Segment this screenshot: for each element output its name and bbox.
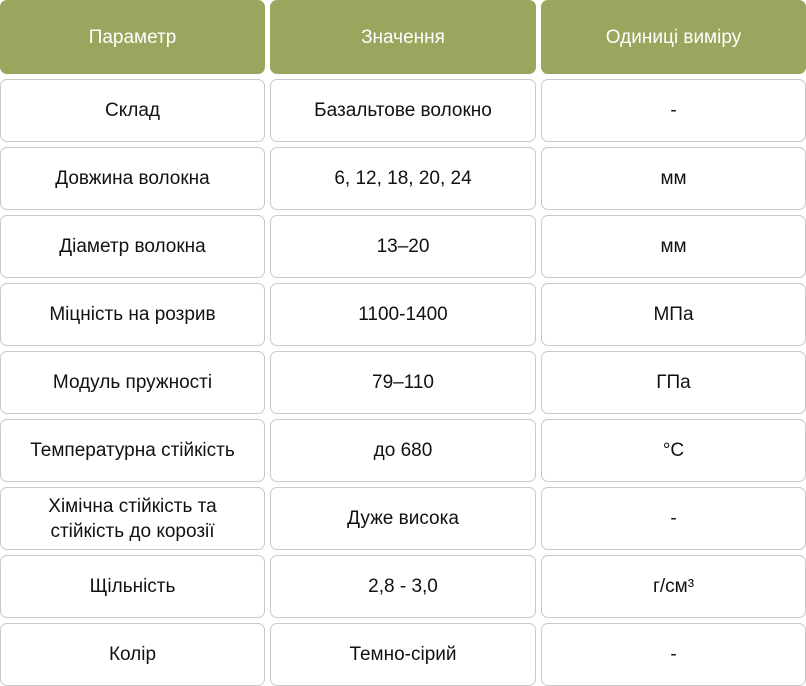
cell-value: Дуже висока (270, 487, 536, 550)
cell-param: Температурна стійкість (0, 419, 265, 482)
cell-unit: - (541, 79, 806, 142)
cell-unit: мм (541, 215, 806, 278)
header-param: Параметр (0, 0, 265, 74)
cell-value: 6, 12, 18, 20, 24 (270, 147, 536, 210)
cell-value: Темно-сірий (270, 623, 536, 686)
cell-value: 79–110 (270, 351, 536, 414)
cell-value: 13–20 (270, 215, 536, 278)
cell-param: Щільність (0, 555, 265, 618)
cell-unit: °C (541, 419, 806, 482)
cell-value: до 680 (270, 419, 536, 482)
cell-value: 1100-1400 (270, 283, 536, 346)
cell-param: Склад (0, 79, 265, 142)
cell-param: Діаметр волокна (0, 215, 265, 278)
cell-value: Базальтове волокно (270, 79, 536, 142)
cell-value: 2,8 - 3,0 (270, 555, 536, 618)
cell-unit: ГПа (541, 351, 806, 414)
cell-param: Довжина волокна (0, 147, 265, 210)
cell-param: Хімічна стійкість та стійкість до корозії (0, 487, 265, 550)
cell-param: Модуль пружності (0, 351, 265, 414)
cell-unit: МПа (541, 283, 806, 346)
cell-unit: - (541, 623, 806, 686)
cell-unit: - (541, 487, 806, 550)
header-unit: Одиниці виміру (541, 0, 806, 74)
cell-unit: г/см³ (541, 555, 806, 618)
cell-param: Колір (0, 623, 265, 686)
header-value: Значення (270, 0, 536, 74)
cell-unit: мм (541, 147, 806, 210)
cell-param: Міцність на розрив (0, 283, 265, 346)
